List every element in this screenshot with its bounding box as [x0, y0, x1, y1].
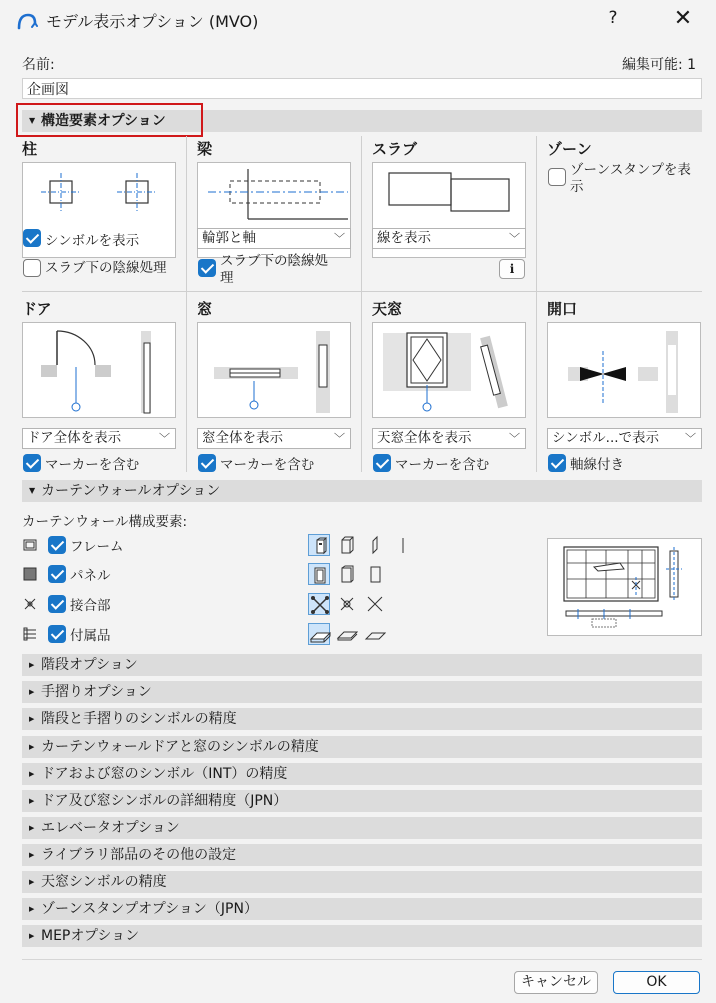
column-hidden-line-label: スラブ下の陰線処理	[45, 260, 167, 276]
beam-title: 梁	[197, 140, 213, 158]
cw-panel-checkbox[interactable]	[48, 565, 66, 583]
chevron-down-icon: ﹀	[509, 232, 520, 245]
close-button[interactable]: ✕	[673, 6, 693, 31]
opening-display-dropdown[interactable]	[547, 428, 702, 449]
divider	[536, 136, 537, 472]
show-symbol-label: シンボルを表示	[45, 233, 140, 249]
cw-frame-checkbox[interactable]	[48, 536, 66, 554]
section-title: ドア及び窓シンボルの詳細精度（JPN）	[41, 793, 288, 809]
beam-hidden-line-label: スラブ下の陰線処 理	[220, 253, 328, 286]
junction-outline-icon[interactable]	[336, 593, 358, 615]
expanded-icon: ▼	[29, 116, 36, 125]
cancel-button[interactable]: キャンセル	[514, 971, 598, 994]
title-bar	[0, 0, 716, 40]
beam-hidden-line-checkbox[interactable]	[198, 259, 216, 277]
window-marker-checkbox[interactable]	[198, 454, 216, 472]
door-display-dropdown[interactable]	[22, 428, 176, 449]
skylight-preview	[372, 322, 526, 418]
collapsed-icon: ▶	[29, 770, 35, 778]
collapsed-icon: ▶	[29, 661, 35, 669]
window-title: 窓	[197, 300, 213, 318]
junction-full-icon[interactable]	[308, 593, 330, 615]
section-title: 天窓シンボルの精度	[41, 874, 167, 890]
collapsed-section-9[interactable]	[22, 871, 702, 893]
collapsed-section-8[interactable]	[22, 844, 702, 866]
panel-simple-icon[interactable]	[364, 563, 386, 585]
door-marker-label: マーカーを含む	[45, 457, 140, 473]
name-label: 名前:	[22, 57, 55, 73]
highlight-frame	[16, 103, 203, 137]
column-title: 柱	[22, 140, 38, 158]
accessory-simple-icon[interactable]	[364, 623, 386, 645]
divider	[186, 136, 187, 472]
frame-simple-icon[interactable]	[364, 534, 386, 556]
window-display-dropdown[interactable]	[197, 428, 351, 449]
door-marker-checkbox[interactable]	[23, 454, 41, 472]
divider	[22, 291, 702, 292]
opening-preview	[547, 322, 701, 418]
chevron-down-icon: ﹀	[509, 432, 520, 445]
section-title: ライブラリ部品のその他の設定	[41, 847, 237, 863]
zone-stamp-checkbox[interactable]	[548, 168, 566, 186]
skylight-display-dropdown[interactable]	[372, 428, 526, 449]
info-button[interactable]: i	[499, 259, 525, 279]
show-symbol-checkbox[interactable]	[23, 229, 41, 247]
chevron-down-icon: ﹀	[159, 432, 170, 445]
archicad-logo-icon	[16, 11, 38, 31]
collapsed-icon: ▶	[29, 851, 35, 859]
collapsed-icon: ▶	[29, 932, 35, 940]
beam-display-dropdown[interactable]	[197, 228, 351, 249]
accessory-icon	[22, 626, 38, 642]
editable-count: 編集可能: 1	[622, 57, 697, 73]
collapsed-icon: ▶	[29, 824, 35, 832]
opening-axis-label: 軸線付き	[570, 457, 624, 473]
cw-frame-label: フレーム	[70, 539, 124, 555]
cw-accessory-checkbox[interactable]	[48, 625, 66, 643]
panel-icon	[22, 566, 38, 582]
accessory-full-icon[interactable]	[308, 623, 330, 645]
collapsed-icon: ▶	[29, 797, 35, 805]
junction-simple-icon[interactable]	[364, 593, 386, 615]
slab-title: スラブ	[372, 140, 418, 158]
section-title: エレベータオプション	[41, 820, 180, 836]
opening-axis-checkbox[interactable]	[548, 454, 566, 472]
collapsed-section-1[interactable]	[22, 654, 702, 676]
section-title: カーテンウォールドアと窓のシンボルの精度	[41, 739, 319, 755]
cw-junction-label: 接合部	[70, 598, 111, 614]
cw-panel-label: パネル	[70, 568, 111, 584]
panel-outline-icon[interactable]	[336, 563, 358, 585]
collapsed-icon: ▶	[29, 905, 35, 913]
help-button[interactable]: ?	[608, 8, 618, 28]
door-preview	[22, 322, 176, 418]
zone-stamp-label: ゾーンスタンプを表 示	[570, 162, 691, 195]
divider	[22, 959, 702, 960]
frame-full-icon[interactable]	[308, 534, 330, 556]
cw-preview	[547, 538, 702, 636]
frame-icon	[22, 537, 38, 553]
collapsed-section-6[interactable]	[22, 790, 702, 812]
section-title: 階段と手摺りのシンボルの精度	[41, 711, 237, 727]
dropdown-value: 輪郭と軸	[202, 230, 256, 246]
skylight-title: 天窓	[372, 300, 403, 318]
collapsed-section-7[interactable]	[22, 817, 702, 839]
section-title: ゾーンスタンプオプション（JPN）	[41, 901, 258, 917]
divider	[361, 136, 362, 472]
section-title: MEPオプション	[41, 928, 140, 944]
chevron-down-icon: ﹀	[334, 432, 345, 445]
section-title: ドアおよび窓のシンボル（INT）の精度	[41, 766, 288, 782]
opening-title: 開口	[547, 300, 578, 318]
chevron-down-icon: ﹀	[334, 232, 345, 245]
slab-display-dropdown[interactable]	[372, 228, 526, 249]
cw-components-label: カーテンウォール構成要素:	[22, 514, 188, 530]
dropdown-value: 天窓全体を表示	[377, 430, 472, 446]
zone-title: ゾーン	[547, 140, 592, 158]
collapsed-section-3[interactable]	[22, 708, 702, 730]
collapsed-icon: ▶	[29, 743, 35, 751]
skylight-marker-checkbox[interactable]	[373, 454, 391, 472]
section-curtainwall[interactable]	[22, 480, 702, 502]
panel-full-icon[interactable]	[308, 563, 330, 585]
collapsed-section-2[interactable]	[22, 681, 702, 703]
accessory-outline-icon[interactable]	[336, 623, 358, 645]
expanded-icon: ▼	[29, 486, 36, 495]
window-preview	[197, 322, 351, 418]
name-input[interactable]	[22, 78, 702, 99]
section-title: 手摺りオプション	[41, 684, 152, 700]
cw-accessory-label: 付属品	[70, 628, 111, 644]
section-title: カーテンウォールオプション	[41, 483, 221, 499]
window-marker-label: マーカーを含む	[220, 457, 315, 473]
dropdown-value: シンボル...で表示	[552, 430, 660, 446]
collapsed-icon: ▶	[29, 878, 35, 886]
collapsed-icon: ▶	[29, 688, 35, 696]
cw-junction-checkbox[interactable]	[48, 595, 66, 613]
section-title: 構造要素オプション	[41, 113, 166, 129]
door-title: ドア	[22, 300, 52, 318]
frame-outline-icon[interactable]	[336, 534, 358, 556]
skylight-marker-label: マーカーを含む	[395, 457, 490, 473]
collapsed-section-5[interactable]	[22, 763, 702, 785]
dropdown-value: 線を表示	[377, 230, 431, 246]
junction-icon	[22, 596, 38, 612]
section-title: 階段オプション	[41, 657, 138, 673]
window-title: モデル表示オプション (MVO)	[46, 12, 259, 31]
frame-line-icon[interactable]	[392, 534, 414, 556]
collapsed-icon: ▶	[29, 715, 35, 723]
column-hidden-line-checkbox[interactable]	[23, 259, 41, 277]
collapsed-section-10[interactable]	[22, 898, 702, 920]
ok-button[interactable]: OK	[613, 971, 700, 994]
dropdown-value: 窓全体を表示	[202, 430, 283, 446]
collapsed-section-11[interactable]	[22, 925, 702, 947]
collapsed-section-4[interactable]	[22, 736, 702, 758]
chevron-down-icon: ﹀	[685, 432, 696, 445]
dropdown-value: ドア全体を表示	[27, 430, 122, 446]
